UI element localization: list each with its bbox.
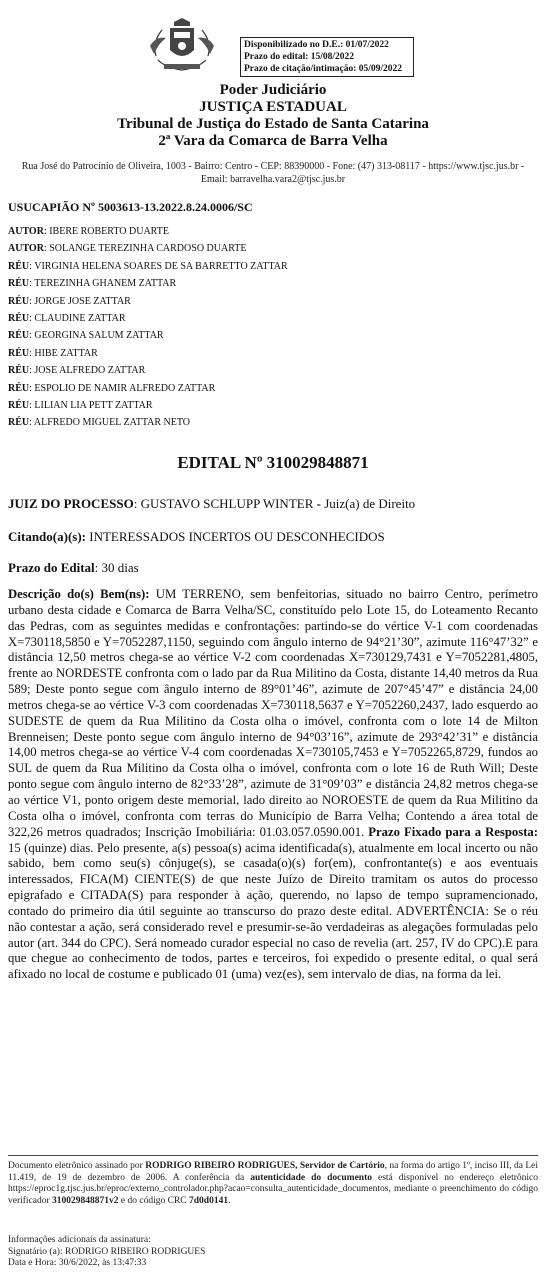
signatory: Signatário (a): RODRIGO RIBEIRO RODRIGUES	[8, 1246, 206, 1257]
signature-info	[8, 1235, 205, 1270]
parties-list	[8, 223, 288, 432]
signature-heading: Informações adicionais da assinatura:	[8, 1235, 151, 1245]
header-line-4: 2ª Vara da Comarca de Barra Velha	[158, 133, 388, 149]
verification-url-text: está disponível no endereço eletrônico https://eproc1g.tjsc.jus.br/eproc/externo_controlador.php?acao=consulta_autenticidade_documentos, mediante o preenchimento do código verificador	[8, 1172, 539, 1206]
prazo-line: Prazo do Edital: 30 dias	[8, 560, 139, 575]
citando-line	[8, 529, 385, 545]
party-row: RÉU: ALFREDO MIGUEL ZATTAR NETO	[8, 417, 190, 429]
party-row: RÉU: TEREZINHA GHANEM ZATTAR	[8, 278, 177, 290]
prazo-label: Prazo do Edital	[8, 560, 95, 575]
header-line-3: Tribunal de Justiça do Estado de Santa Catarina	[117, 116, 429, 132]
judge-label: JUIZ DO PROCESSO	[8, 496, 134, 511]
publication-date: Disponibilizado no D.E.: 01/07/2022	[244, 40, 389, 50]
party-row: RÉU: ESPOLIO DE NAMIR ALFREDO ZATTAR	[8, 382, 216, 394]
header-line-1: Poder Judiciário	[219, 82, 327, 98]
citando-label: Citando(a)(s):	[8, 529, 86, 544]
citation-deadline: Prazo de citação/intimação: 05/09/2022	[244, 64, 403, 74]
signature-notice: Documento eletrônico assinado por RODRIGO RIBEIRO RODRIGUES, Servidor de Cartório, na forma do artigo 1º, inciso III, da Lei 11.419, de 19 de dezembro de 2006. A conferência da autenticidade do documento está disponível no endereço eletrônico https://eproc1g.tjsc.jus.br/eproc/externo_controlador.php?acao=consulta_autenticidade_documentos, mediante o preenchimento do código verificador 310029848871v2 e do código CRC 7d0d0141.	[8, 1161, 539, 1206]
court-address: Rua José do Patrocínio de Oliveira, 1003 - Bairro: Centro - CEP: 88390000 - Fone: (47) 313-08117 - https://www.tjsc.jus.br - Email: barravelha.vara2@tjsc.jus.br	[21, 161, 525, 185]
coat-of-arms-icon	[146, 16, 218, 78]
response-deadline-label: Prazo Fixado para a Resposta:	[368, 824, 539, 839]
edital-deadline: Prazo do edital: 15/08/2022	[244, 52, 355, 62]
description-text: UM TERRENO, sem benfeitorias, situado no bairro Centro, perímetro urbano desta cidade e Comarca de Barra Velha/SC, constituído pelo Lote 15, do Loteamento Recanto das Pedras, com as seguintes medidas e confrontações: partindo-se do vértice V-1 com coordenadas X=730118,5850 e Y=7052287,1150, seguindo com ângulo interno de 94°21’30”, azimute 116°47’32” e distância 12,50 metros chega-se ao vértice V-2 com coordenadas X=730129,7431 e Y=7052281,4805, frente ao NORDESTE confronta com o lado par da Rua Militino da Costa, distante 14,40 metros da Rua 589; Deste ponto segue com ângulo interno de 89°01’46”, azimute de 207°45’47” e distância 24,00 metros chega-se ao vértice V-3 com coordenadas X=730118,5637 e Y=7052260,2437, lado esquerdo ao SUDESTE de quem da Rua Militino da Costa olha o imóvel, confronta com o lote 14 de Milton Brenneisen; Deste ponto segue com ângulo interno de 94°03’16”, azimute de 293°42’31” e distância 14,00 metros chega-se ao vértice V-4 com coordenadas X=730105,7453 e Y=7052265,8729, fundos ao SUL de quem da Rua Militino da Costa olha o imóvel, confronta com o lote 16 de Ruth Will; Deste ponto segue com ângulo interno de 82°33’28”, azimute de 31°09’03” e distância 24,82 metros chega-se ao vértice V1, ponto origem deste memorial, lado direito ao NOROESTE de quem da Rua Militino da Costa olha o imóvel, confronta com terras do Município de Barra Velha; Contendo a área total de 322,26 metros quadrados; Inscrição Imobiliária: 01.03.057.0590.001.	[8, 587, 538, 839]
judge-line: JUIZ DO PROCESSO: GUSTAVO SCHLUPP WINTER - Juiz(a) de Direito	[8, 496, 416, 511]
publication-dates-box	[240, 37, 414, 77]
party-row: RÉU: CLAUDINE ZATTAR	[8, 313, 126, 325]
prazo-value: 30 dias	[101, 560, 139, 575]
signer-name: RODRIGO RIBEIRO RODRIGUES, Servidor de Cartório	[145, 1161, 385, 1171]
verifier-code: 310029848871v2	[52, 1195, 119, 1206]
property-description	[8, 587, 538, 983]
case-number: USUCAPIÃO Nº 5003613-13.2022.8.24.0006/SC	[8, 200, 253, 214]
signature-datetime: Data e Hora: 30/6/2022, às 13:47:33	[8, 1258, 147, 1268]
footer-divider	[8, 1155, 538, 1156]
party-row: RÉU: GEORGINA SALUM ZATTAR	[8, 330, 164, 342]
judge-name: GUSTAVO SCHLUPP WINTER	[140, 496, 314, 511]
party-row: RÉU: LILIAN LIA PETT ZATTAR	[8, 400, 153, 412]
court-header	[0, 82, 546, 150]
party-row: RÉU: VIRGINIA HELENA SOARES DE SA BARRETTO ZATTAR	[8, 260, 288, 272]
party-row: RÉU: JOSE ALFREDO ZATTAR	[8, 365, 146, 377]
description-label: Descrição do(s) Bem(ns):	[8, 587, 150, 601]
party-row: AUTOR: IBERE ROBERTO DUARTE	[8, 226, 169, 237]
citation-text: 15 (quinze) dias. Pelo presente, a(s) pessoa(s) acima identificada(s), atualmente em local incerto ou não sabido, bem como seu(s) cônjuge(s), se casada(o)(s) for(em), confrontante(s) e aos eventuais interessados, FICA(M) CIENTE(S) de que neste Juízo de Direito tramitam os autos do processo epigrafado e CITADA(S) para responder à ação, querendo, no lapso de tempo supramencionado, contado do primeiro dia útil seguinte ao transcurso do prazo deste edital. ADVERTÊNCIA: Se o réu não contestar a ação, será considerado revel e presumir-se-ão verdadeiras as alegações formuladas pelo autor (art. 344 do CPC). Será nomeado curador especial no caso de revelia (art. 257, IV do CPC).E para que chegue ao conhecimento de todos, partes e terceiros, foi expedido o presente edital, o qual será afixado no local de costume e publicado 01 (uma) vez(es), sem intervalo de dias, na forma da lei.	[8, 840, 538, 982]
judge-role: Juiz(a) de Direito	[324, 496, 416, 511]
crc-code: 7d0d0141	[189, 1195, 229, 1206]
header-line-2: JUSTIÇA ESTADUAL	[199, 99, 347, 115]
party-row: AUTOR: SOLANGE TEREZINHA CARDOSO DUARTE	[8, 243, 247, 255]
party-row: RÉU: HIBE ZATTAR	[8, 347, 98, 359]
citando-value: INTERESSADOS INCERTOS OU DESCONHECIDOS	[89, 529, 385, 544]
edital-title: EDITAL Nº 310029848871	[177, 453, 369, 472]
party-row: RÉU: JORGE JOSE ZATTAR	[8, 295, 131, 307]
